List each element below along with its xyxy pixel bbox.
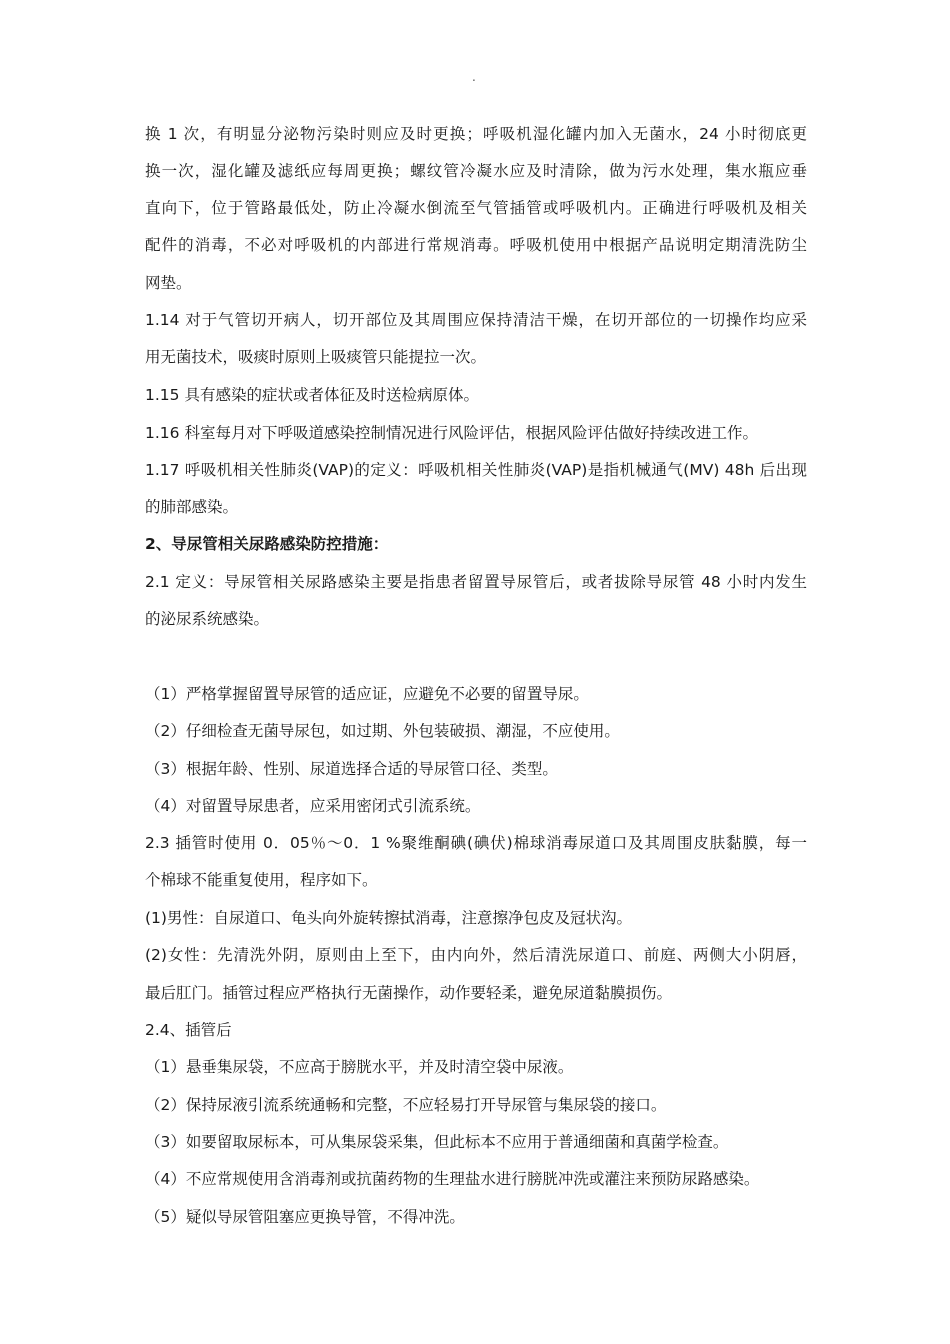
section-2-1-line: 2.1 定义：导尿管相关尿路感染主要是指患者留置导尿管后，或者拔除导尿管 48 小时内发生 — [145, 573, 807, 591]
section-1-14-line: 1.14 对于气管切开病人，切开部位及其周围应保持清洁干燥，在切开部位的一切操作均应采 — [145, 311, 807, 329]
list-item: （5）疑似导尿管阻塞应更换导管，不得冲洗。 — [145, 1208, 465, 1226]
paragraph-line: 配件的消毒，不必对呼吸机的内部进行常规消毒。呼吸机使用中根据产品说明定期清洗防尘 — [145, 236, 807, 254]
section-2-3-line: 个棉球不能重复使用，程序如下。 — [145, 871, 378, 889]
list-item: （2）保持尿液引流系统通畅和完整，不应轻易打开导尿管与集尿袋的接口。 — [145, 1096, 667, 1114]
section-2-4-heading: 2.4、插管后 — [145, 1021, 232, 1039]
paragraph-line: 换 1 次，有明显分泌物污染时则应及时更换；呼吸机湿化罐内加入无菌水，24 小时彻底更 — [145, 125, 807, 143]
section-2-1-line: 的泌尿系统感染。 — [145, 610, 270, 628]
list-item: （3）如要留取尿标本，可从集尿袋采集，但此标本不应用于普通细菌和真菌学检查。 — [145, 1133, 729, 1151]
header-dot: . — [472, 70, 476, 84]
list-item: （4）对留置导尿患者，应采用密闭式引流系统。 — [145, 797, 481, 815]
section-heading-2: 2、导尿管相关尿路感染防控措施： — [145, 535, 389, 553]
list-item: (2)女性：先清洗外阴，原则由上至下，由内向外，然后清洗尿道口、前庭、两侧大小阴唇， — [145, 946, 807, 964]
list-item: （1）悬垂集尿袋，不应高于膀胱水平，并及时清空袋中尿液。 — [145, 1058, 574, 1076]
section-1-16: 1.16 科室每月对下呼吸道感染控制情况进行风险评估，根据风险评估做好持续改进工作。 — [145, 424, 758, 442]
paragraph-line: 网垫。 — [145, 274, 192, 292]
list-item: （2）仔细检查无菌导尿包，如过期、外包装破损、潮湿，不应使用。 — [145, 722, 620, 740]
paragraph-line: 直向下，位于管路最低处，防止冷凝水倒流至气管插管或呼吸机内。正确进行呼吸机及相关 — [145, 199, 807, 217]
section-1-14-line: 用无菌技术，吸痰时原则上吸痰管只能提拉一次。 — [145, 348, 487, 366]
section-1-17-line: 1.17 呼吸机相关性肺炎(VAP)的定义：呼吸机相关性肺炎(VAP)是指机械通气(MV) 48h 后出现 — [145, 461, 807, 479]
list-item: 最后肛门。插管过程应严格执行无菌操作，动作要轻柔，避免尿道黏膜损伤。 — [145, 984, 673, 1002]
list-item: （4）不应常规使用含消毒剂或抗菌药物的生理盐水进行膀胱冲洗或灌注来预防尿路感染。 — [145, 1170, 760, 1188]
section-2-3-line: 2.3 插管时使用 0．05％～0．1 %聚维酮碘(碘伏)棉球消毒尿道口及其周围皮肤黏膜，每一 — [145, 834, 807, 852]
list-item: (1)男性：自尿道口、龟头向外旋转擦拭消毒，注意擦净包皮及冠状沟。 — [145, 909, 632, 927]
section-1-15: 1.15 具有感染的症状或者体征及时送检病原体。 — [145, 386, 479, 404]
section-1-17-line: 的肺部感染。 — [145, 498, 239, 516]
list-item: （1）严格掌握留置导尿管的适应证，应避免不必要的留置导尿。 — [145, 685, 589, 703]
list-item: （3）根据年龄、性别、尿道选择合适的导尿管口径、类型。 — [145, 760, 558, 778]
paragraph-line: 换一次，湿化罐及滤纸应每周更换；螺纹管冷凝水应及时清除，做为污水处理，集水瓶应垂 — [145, 162, 807, 180]
